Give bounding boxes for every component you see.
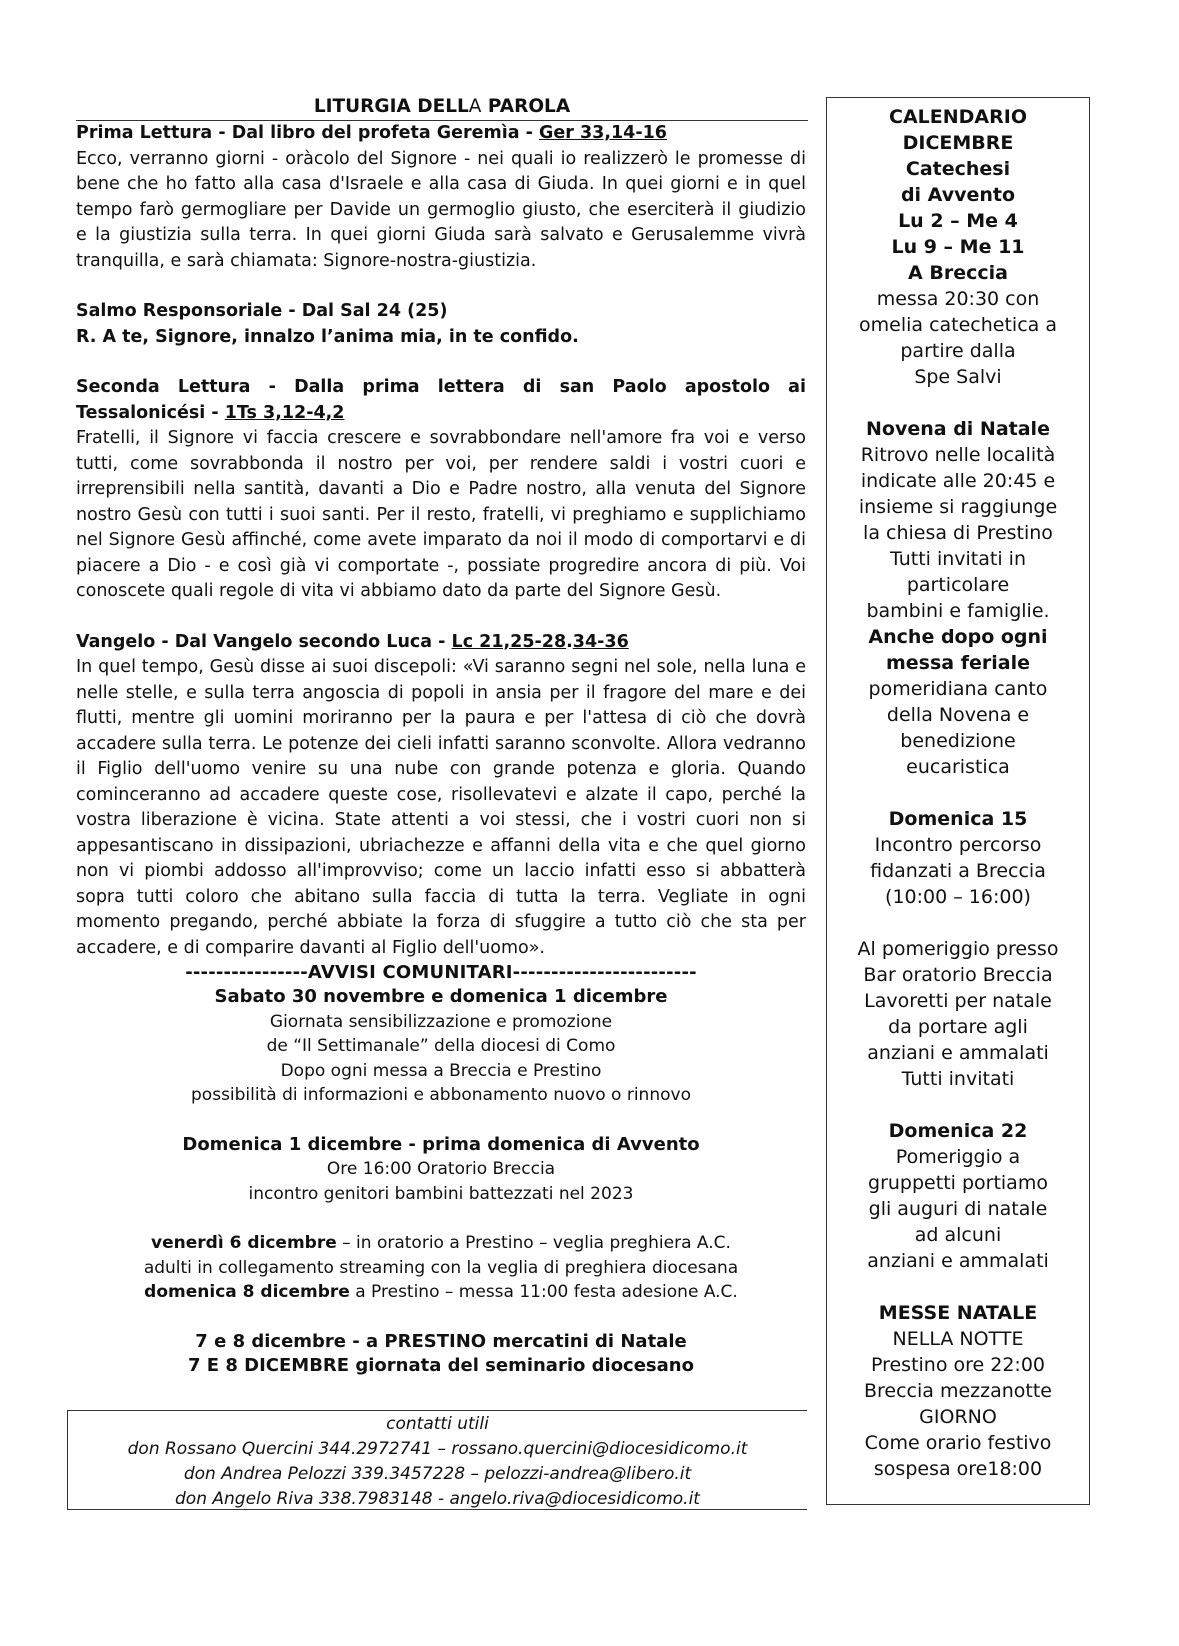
avviso-3-line — [76, 1231, 806, 1256]
calendar-line: bambini e famiglie. — [866, 600, 1050, 622]
calendar-line: gli auguri di natale — [868, 1198, 1048, 1220]
calendar-line: DICEMBRE — [902, 132, 1014, 154]
calendar-line: Domenica 22 — [888, 1120, 1028, 1142]
avviso-2-line: Ore 16:00 Oratorio Breccia — [326, 1159, 556, 1179]
calendar-line: Come orario festivo — [864, 1432, 1052, 1454]
scripture-reference: Ger 33,14-16 — [539, 123, 667, 143]
calendar-line: Tutti invitati in — [889, 548, 1026, 570]
heading-text: Prima Lettura - Dal libro del profeta Geremìa - — [76, 123, 540, 143]
title-part: A — [468, 96, 482, 117]
heading-text: Vangelo - Dal Vangelo secondo Luca - — [76, 631, 452, 652]
calendar-line: indicate alle 20:45 e — [860, 470, 1056, 492]
calendar-line: gruppetti portiamo — [868, 1172, 1048, 1194]
calendar-line: Domenica 15 — [888, 808, 1028, 830]
avvisi-divider: ----------------AVVISI COMUNITARI------------------------ — [185, 962, 697, 983]
calendar-line: Catechesi — [905, 158, 1011, 180]
calendar-line: Lu 2 – Me 4 — [898, 210, 1018, 232]
calendar-line: Prestino ore 22:00 — [870, 1354, 1046, 1376]
calendar-line: GIORNO — [919, 1406, 997, 1428]
vangelo-heading — [76, 630, 806, 656]
date-label: domenica 8 dicembre — [144, 1282, 350, 1302]
contact-item: don Andrea Pelozzi 339.3457228 – pelozzi-andrea@libero.it — [183, 1464, 692, 1484]
calendar-line: particolare — [906, 574, 1010, 596]
calendar-line: sospesa ore18:00 — [873, 1458, 1043, 1480]
calendar-box — [826, 97, 1090, 1505]
seconda-lettura-text: Fratelli, il Signore vi faccia crescere e sovrabbondare nell'amore fra voi e verso tutti, come sovrabbonda il nostro per voi, per rendere saldi i vostri cuori e irreprensibili nella santità, davanti a Dio e Padre nostro, alla venuta del Signore nostro Gesù con tutti i suoi santi. Per il resto, fratelli, vi preghiamo e supplichiamo nel Signore Gesù affinché, come avete imparato da noi il modo di comportarvi e di piacere a Dio - e così già vi comportate -, possiate progredire ancora di più. Voi conoscete quali regole di vita vi abbiamo dato da parte del Signore Gesù. — [76, 428, 806, 601]
calendar-line: Novena di Natale — [866, 418, 1050, 440]
reference-separator: . — [566, 631, 573, 652]
avviso-4-line: 7 E 8 DICEMBRE giornata del seminario diocesano — [188, 1355, 694, 1376]
date-label: venerdì 6 dicembre — [151, 1233, 337, 1253]
calendar-line: NELLA NOTTE — [892, 1328, 1024, 1350]
calendar-line: Pomeriggio a — [895, 1146, 1021, 1168]
calendar-line: omelia catechetica a — [859, 314, 1057, 336]
prima-lettura-heading — [76, 121, 806, 147]
scripture-reference: Lc 21,25-28 — [451, 631, 567, 652]
event-text: – in oratorio a Prestino – veglia preghiera A.C. — [336, 1233, 731, 1253]
liturgy-column — [76, 95, 806, 1379]
contact-item: don Rossano Quercini 344.2972741 – rossano.quercini@diocesidicomo.it — [127, 1439, 748, 1459]
title-part: PAROLA — [481, 96, 571, 117]
avviso-4-line: 7 e 8 dicembre - a PRESTINO mercatini di Natale — [195, 1330, 687, 1352]
avviso-2-heading: Domenica 1 dicembre - prima domenica di Avvento — [182, 1133, 700, 1155]
title-part: LITURGIA DELL — [313, 96, 469, 117]
calendar-line: eucaristica — [906, 756, 1010, 778]
calendar-line: benedizione — [900, 730, 1016, 752]
avviso-1-line: de “Il Settimanale” della diocesi di Como — [266, 1036, 616, 1056]
contacts-heading: contatti utili — [386, 1414, 489, 1434]
avviso-3-line — [76, 1280, 806, 1305]
calendar-line: anziani e ammalati — [867, 1250, 1049, 1272]
calendar-line: Ritrovo nelle località — [860, 444, 1056, 466]
heading-text: Seconda Lettura - Dalla prima lettera di san Paolo apostolo ai Tessalonicési - — [76, 377, 806, 423]
calendar-line: fidanzati a Breccia — [870, 860, 1046, 882]
calendar-line: Spe Salvi — [914, 366, 1002, 388]
calendar-line: Al pomeriggio presso — [857, 938, 1059, 960]
event-text: a Prestino – messa 11:00 festa adesione A.C. — [349, 1282, 738, 1302]
seconda-lettura-heading — [76, 375, 806, 426]
calendar-line: Bar oratorio Breccia — [863, 964, 1053, 986]
salmo-heading: Salmo Responsoriale - Dal Sal 24 (25) — [76, 301, 448, 321]
calendar-line: (10:00 – 16:00) — [885, 886, 1031, 908]
salmo-refrain: R. A te, Signore, innalzo l’anima mia, in te confido. — [76, 326, 579, 347]
calendar-line: pomeridiana canto — [868, 678, 1048, 700]
calendar-line: la chiesa di Prestino — [863, 522, 1053, 544]
scripture-reference: 1Ts 3,12-4,2 — [224, 402, 345, 423]
scripture-reference: 34-36 — [572, 631, 629, 652]
calendar-line: Tutti invitati — [901, 1068, 1015, 1090]
avviso-3-line: adulti in collegamento streaming con la veglia di preghiera diocesana — [143, 1257, 739, 1278]
page-title — [76, 95, 808, 121]
contact-item: don Angelo Riva 338.7983148 - angelo.riva@diocesidicomo.it — [175, 1489, 700, 1509]
calendar-line: di Avvento — [900, 184, 1016, 206]
avviso-1-heading: Sabato 30 novembre e domenica 1 dicembre — [214, 986, 668, 1007]
prima-lettura-text: Ecco, verranno giorni - oràcolo del Signore - nei quali io realizzerò le promesse di bene che ho fatto alla casa d'Israele e alla casa di Giuda. In quei giorni e in quel tempo farò germogliare per Davide un germoglio giusto, che eserciterà il giudizio e la giustizia sulla terra. In quei giorni Giuda sarà salvato e Gerusalemme vivrà tranquilla, e sarà chiamata: Signore-nostra-giustizia. — [76, 148, 806, 271]
calendar-line: ad alcuni — [914, 1224, 1002, 1246]
vangelo-text: In quel tempo, Gesù disse ai suoi discepoli: «Vi saranno segni nel sole, nella luna e nelle stelle, e sulla terra angoscia di popoli in ansia per il fragore del mare e dei flutti, mentre gli uomini moriranno per la paura e per l'attesa di ciò che dovrà accadere sulla terra. Le potenze dei cieli infatti saranno sconvolte. Allora vedranno il Figlio dell'uomo venire su una nube con grande potenza e gloria. Quando cominceranno ad accadere queste cose, risollevatevi e alzate il capo, perché la vostra liberazione è vicina. State attenti a voi stessi, che i vostri cuori non si appesantiscano in dissipazioni, ubriachezze e affanni della vita e che quel giorno non vi piombi addosso all'improvviso; come un laccio infatti esso si abbatterà sopra tutti coloro che abitano sulla faccia di tutta la terra. Vegliate in ogni momento pregando, perché abbiate la forza di sfuggire a tutto ciò che sta per accadere, e di comparire davanti al Figlio dell'uomo». — [76, 657, 806, 958]
avviso-2-line: incontro genitori bambini battezzati nel 2023 — [248, 1183, 634, 1204]
avviso-1-line: Giornata sensibilizzazione e promozione — [269, 1011, 613, 1032]
calendar-line: messa 20:30 con — [876, 288, 1040, 310]
calendar-line: da portare agli — [888, 1016, 1028, 1038]
calendar-line: Breccia mezzanotte — [863, 1380, 1052, 1402]
calendar-line: della Novena e — [886, 704, 1030, 726]
avviso-1-line: Dopo ogni messa a Breccia e Prestino — [280, 1060, 602, 1081]
calendar-line: CALENDARIO — [889, 106, 1027, 128]
calendar-line: Lavoretti per natale — [864, 990, 1052, 1012]
calendar-line: A Breccia — [908, 262, 1008, 284]
calendar-line: Lu 9 – Me 11 — [891, 236, 1025, 258]
avviso-1-line: possibilità di informazioni e abbonamento nuovo o rinnovo — [191, 1085, 691, 1105]
calendar-line: anziani e ammalati — [867, 1042, 1049, 1064]
contacts-box — [67, 1410, 807, 1510]
calendar-line: MESSE NATALE — [878, 1302, 1038, 1324]
calendar-line: Incontro percorso — [874, 834, 1042, 856]
calendar-line: Anche dopo ogni — [868, 626, 1048, 648]
calendar-line: messa feriale — [886, 652, 1030, 674]
calendar-line: partire dalla — [900, 340, 1016, 362]
calendar-line: insieme si raggiunge — [858, 496, 1058, 518]
